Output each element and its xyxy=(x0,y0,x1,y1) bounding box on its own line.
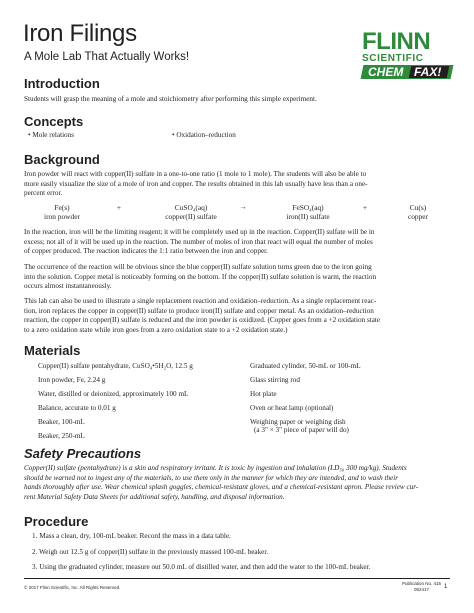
material-item: Iron powder, Fe, 2.24 g xyxy=(38,376,106,384)
eq-reactant-cuso4: CuSO₄(aq) xyxy=(174,203,208,212)
material-item: Glass stirring rod xyxy=(250,376,300,384)
eq-plus-2: + xyxy=(362,203,368,212)
reaction-equation xyxy=(0,203,474,223)
eq-name-fe: iron powder xyxy=(44,212,80,221)
text-line: hands thoroughly after use. Wear chemical splash goggles, chemical-resistant gloves, and a chemical-resistant apron. Please review cur- xyxy=(24,483,419,492)
concept-item-1: • Mole relations xyxy=(28,131,75,139)
material-item: Water, distilled or deionized, approximately 100 mL xyxy=(38,390,189,398)
background-paragraph-2 xyxy=(24,228,454,257)
eq-product-cu: Cu(s) xyxy=(409,203,427,212)
text-line: rent Material Safety Data Sheets for additional safety, handling, and disposal information. xyxy=(24,492,285,501)
eq-name-feso4: iron(II) sulfate xyxy=(286,212,330,221)
text-line: This lab can also be used to illustrate a single replacement reaction and oxidation–reduction. As a single replacement reac- xyxy=(24,297,377,305)
text-line: should be warned not to ingest any of the materials, to use them only in the manner for which they are intended, and to wash their xyxy=(24,473,399,482)
text-line: more easily visualize the size of a mole of iron and copper. The results obtained in this lab usually have less than a one- xyxy=(24,179,368,188)
background-paragraph-3 xyxy=(24,263,454,292)
logo-chem-text: CHEM xyxy=(368,65,404,79)
footer-rule xyxy=(24,578,450,579)
text-line: The occurrence of the reaction will be obvious since the blue copper(II) sulfate solution turns green due to the iron going xyxy=(24,263,372,271)
text-line: into the solution. Copper metal is noticeably forming on the bottom. If the copper(II) sulfate solution is warm, the reaction xyxy=(24,272,377,281)
eq-reactant-fe: Fe(s) xyxy=(54,203,70,212)
text-line: Copper(II) sulfate (pentahydrate) is a skin and respiratory irritant. It is toxic by ingestion and inhalation (LD₅₀ 300 mg/kg). Students xyxy=(24,464,407,472)
material-item: Copper(II) sulfate pentahydrate, CuSO₄•5H₂O, 12.5 g xyxy=(38,362,193,370)
text-line: to a zero oxidation state while iron goes from a zero oxidation state to a +2 oxidation state.) xyxy=(24,325,288,334)
introduction-text: Students will grasp the meaning of a mole and stoichiometry after performing this simple experiment. xyxy=(24,95,317,103)
footer-copyright: © 2017 Flinn Scientific, Inc. All Rights Reserved. xyxy=(24,585,121,590)
flinn-logo xyxy=(356,28,460,84)
procedure-step: 3. Using the graduated cylinder, measure out 50.0 mL of distilled water, and then add the water to the 100-mL beaker. xyxy=(32,563,371,572)
eq-plus-1: + xyxy=(116,203,122,212)
footer-publication: Publication No. 416 xyxy=(402,581,442,586)
procedure-step: 1. Mass a clean, dry, 100-mL beaker. Record the mass in a data table. xyxy=(32,532,231,540)
eq-product-feso4: FeSO₄(aq) xyxy=(292,203,324,212)
footer-date: 052417 xyxy=(414,587,430,592)
material-item: Graduated cylinder, 50-mL or 100-mL xyxy=(250,362,361,370)
concepts-heading: Concepts xyxy=(24,114,84,129)
material-item: Balance, accurate to 0.01 g xyxy=(38,404,116,412)
material-item: Oven or heat lamp (optional) xyxy=(250,404,334,412)
text-line: occurs almost instantaneously. xyxy=(24,282,112,291)
text-line: Iron powder will react with copper(II) sulfate in a one-to-one ratio (1 mole to 1 mole). The students will also be able to xyxy=(24,170,367,178)
background-paragraph-4 xyxy=(24,297,454,335)
text-line: tion, iron replaces the copper in copper(II) sulfate to produce iron(II) sulfate and copper metal. As an oxidation–reduction xyxy=(24,306,374,315)
text-line: of copper produced. The reaction indicates the 1:1 ratio between the iron and copper. xyxy=(24,247,268,256)
page-subtitle: A Mole Lab That Actually Works! xyxy=(24,51,190,63)
procedure-heading: Procedure xyxy=(24,514,89,529)
eq-arrow: → xyxy=(239,202,247,211)
text-line: percent error. xyxy=(24,189,63,198)
eq-name-cu: copper xyxy=(407,212,429,221)
concept-item-2: • Oxidation–reduction xyxy=(172,131,236,139)
logo-scientific-text: SCIENTIFIC xyxy=(362,53,424,64)
concept-item-label: Oxidation–reduction xyxy=(176,131,236,139)
footer-page-number: 1 xyxy=(444,584,448,590)
text-line: reaction, the copper in copper(II) sulfate is reduced and the iron powder is oxidized. (Copper goes from a +2 oxidation state xyxy=(24,316,381,325)
materials-heading: Materials xyxy=(24,343,81,358)
text-line: excess; not all of it will be used up in the reaction. The number of moles of iron that react will equal the number of moles xyxy=(24,237,373,246)
page-title: Iron Filings xyxy=(23,20,137,47)
logo-flinn-text: FLINN xyxy=(362,28,431,55)
material-item: Beaker, 250-mL xyxy=(38,432,85,440)
text-line: In the reaction, iron will be the limiting reagent; it will be completely used up in the reaction. Copper(II) sulfate will be in xyxy=(24,228,375,236)
material-item: Weighing paper or weighing dish xyxy=(250,418,346,426)
material-item: Beaker, 100-mL xyxy=(38,418,85,426)
background-paragraph-1 xyxy=(24,170,454,199)
material-item-note: (a 3" × 3" piece of paper will do) xyxy=(254,426,349,434)
procedure-step: 2. Weigh out 12.5 g of copper(II) sulfate in the previously massed 100-mL beaker. xyxy=(32,547,269,556)
logo-fax-text: FAX! xyxy=(414,65,442,79)
eq-name-cuso4: copper(II) sulfate xyxy=(165,212,217,221)
background-heading: Background xyxy=(24,152,100,167)
introduction-heading: Introduction xyxy=(24,76,100,91)
material-item: Hot plate xyxy=(250,390,277,398)
procedure-steps xyxy=(32,532,452,573)
safety-heading: Safety Precautions xyxy=(24,446,142,461)
safety-text xyxy=(24,464,454,502)
concept-item-label: Mole relations xyxy=(32,131,75,139)
